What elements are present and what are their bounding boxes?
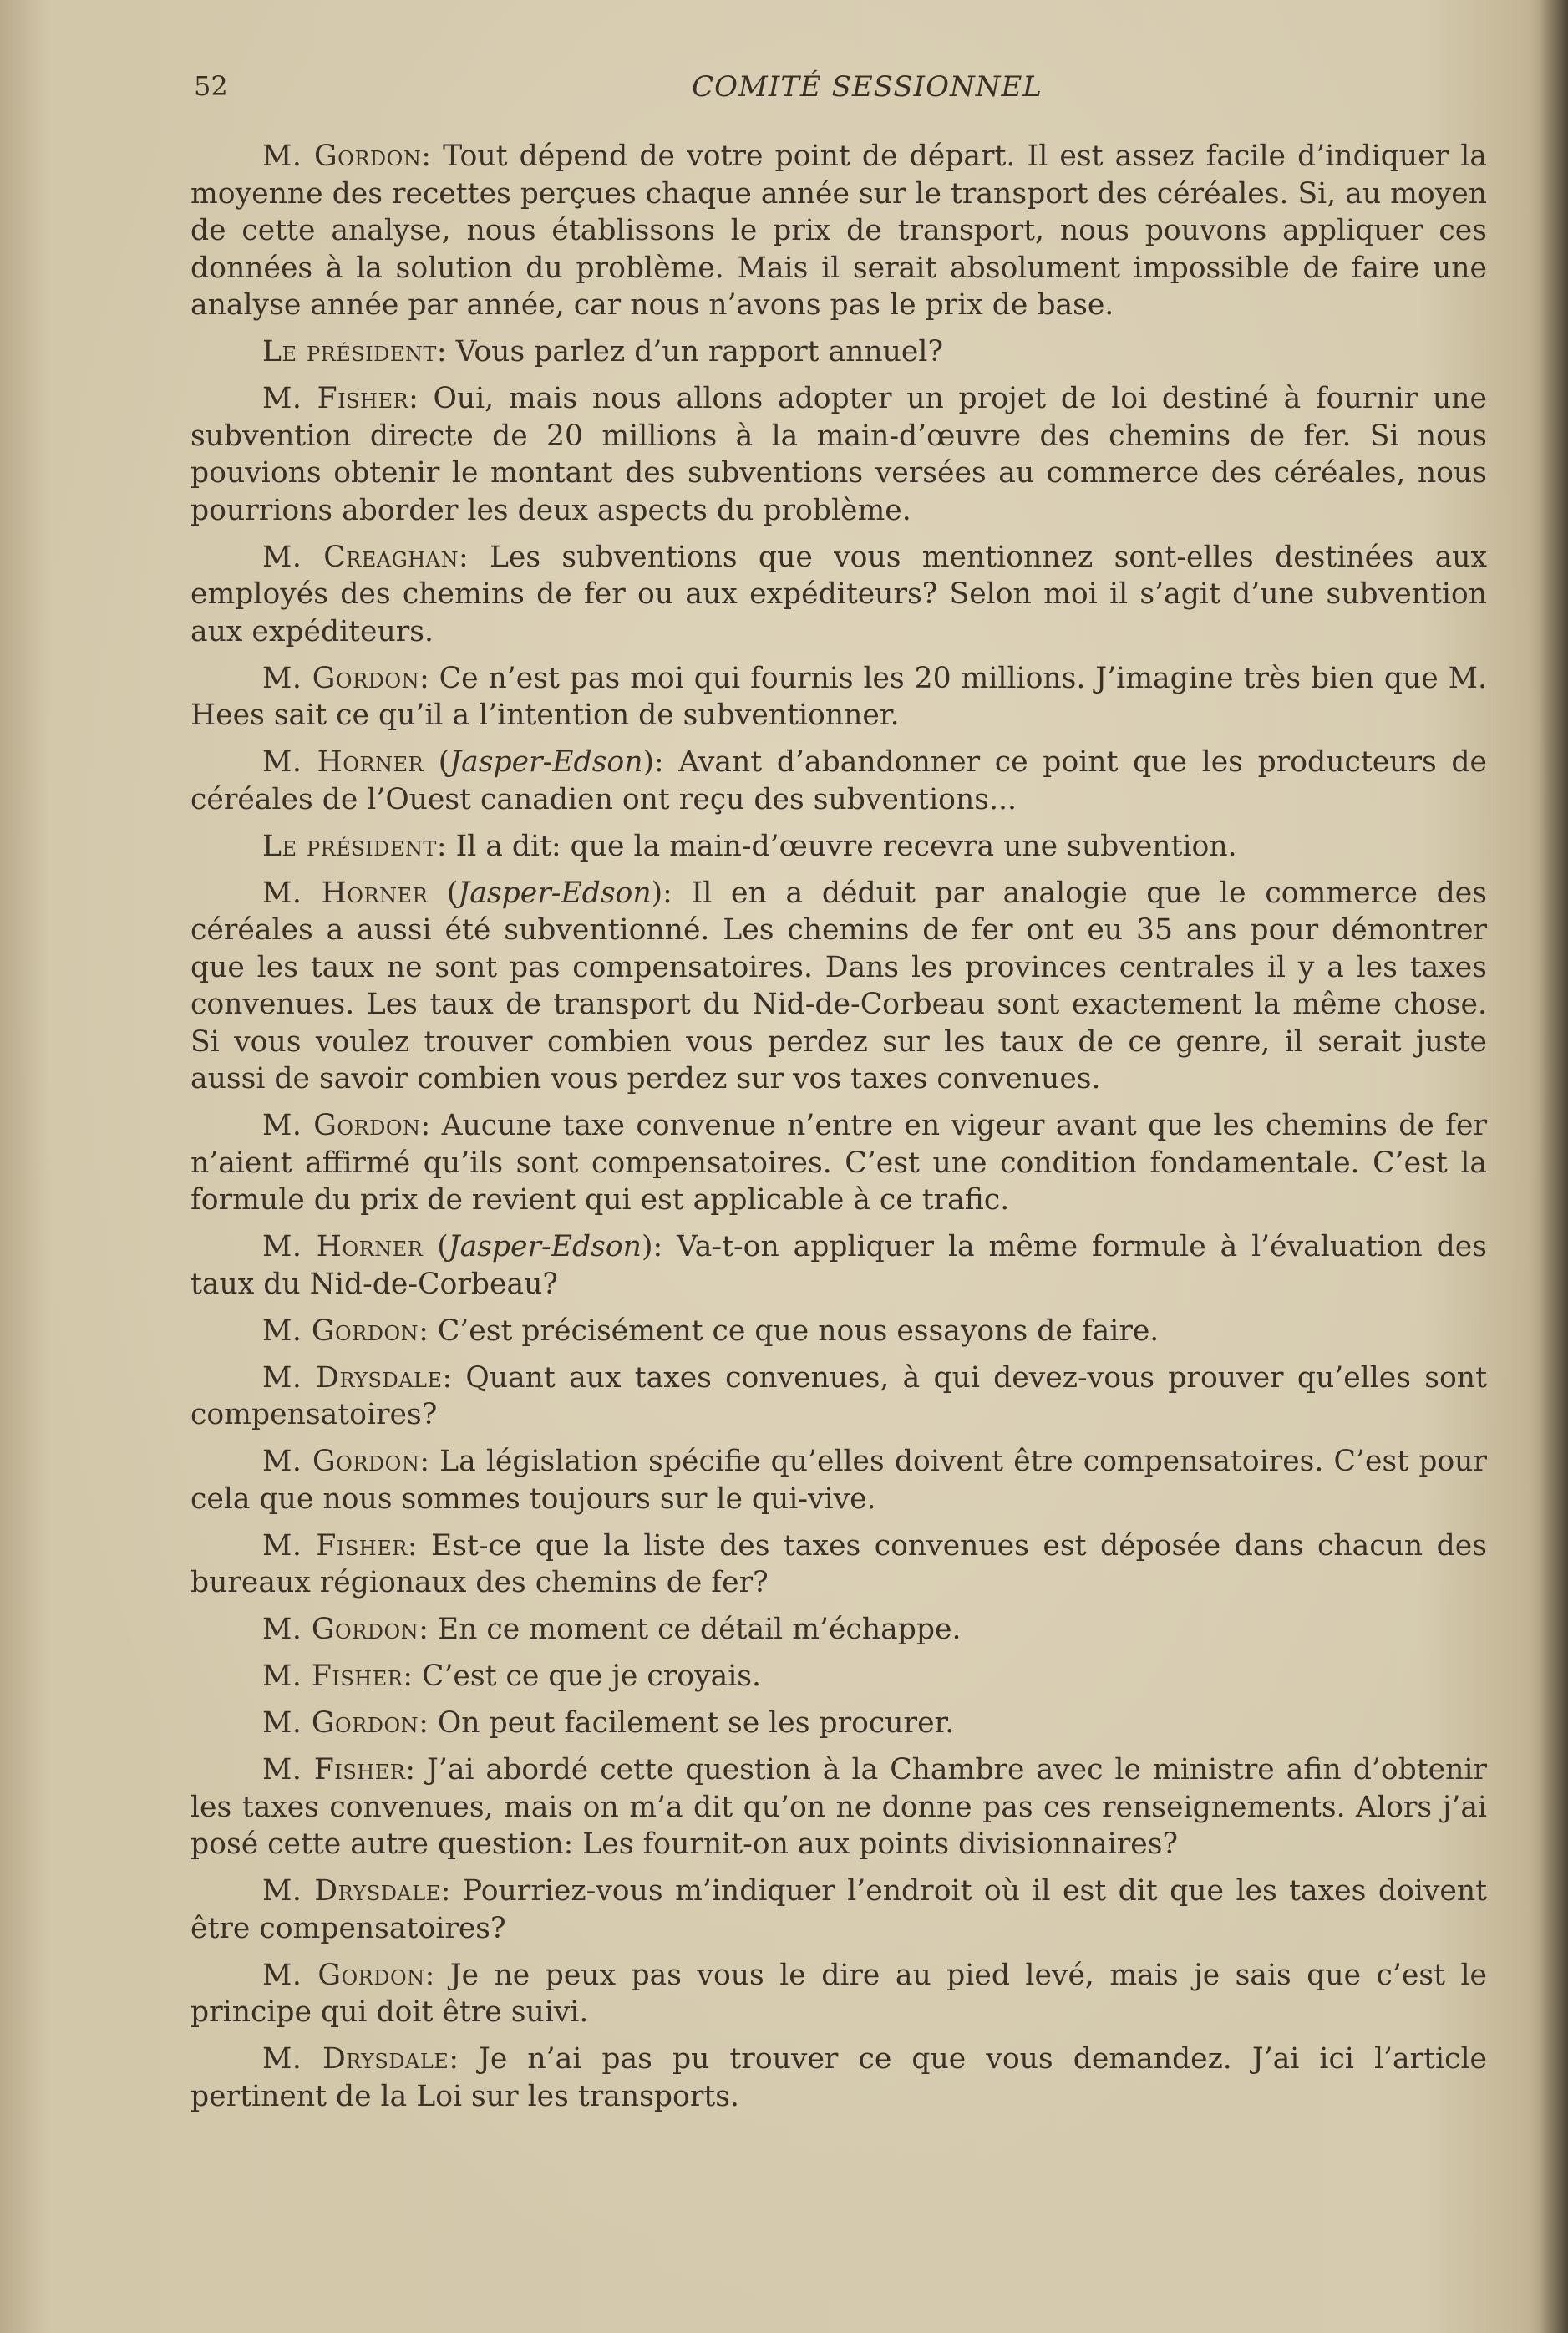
paragraph: M. Gordon: Aucune taxe convenue n’entre en vigeur avant que les chemins de fer n’aient affirmé qu’ils sont compensatoires. C’est une condition fondamentale. C’est la formule du prix de revient qui est applicable à ce trafic. xyxy=(190,1109,1487,1217)
paragraph: M. Gordon: Tout dépend de votre point de départ. Il est assez facile d’indiquer la moyenne des recettes perçues chaque année sur le transport des céréales. Si, au moyen de cette analyse, nous établissons le prix de transport, nous pouvons appliquer ces données à la solution du problème. Mais il serait absolument impossible de faire une analyse année par année, car nous n’avons pas le prix de base. xyxy=(190,140,1487,322)
paragraph: M. Fisher: J’ai abordé cette question à la Chambre avec le ministre afin d’obtenir les taxes convenues, mais on m’a dit qu’on ne donne pas ces renseignements. Alors j’ai posé cette autre question: Les fournit-on aux points divisionnaires? xyxy=(190,1753,1487,1861)
speaker-name: M. Gordon xyxy=(262,1109,421,1142)
speaker-name: M. Drysdale xyxy=(262,1874,441,1908)
paragraph-text: Il en a déduit par analogie que le commerce des céréales a aussi été subventionné. Les chemins de fer ont eu 35 ans pour démontrer que les taux ne sont pas compensatoires. Dans les provinces centrales il y a les taxes convenues. Les taux de transport du Nid-de-Corbeau sont exactement la même chose. Si vous voulez trouver combien vous perdez sur les taux de ce genre, il serait juste aussi de savoir combien vous perdez sur vos taxes convenues. xyxy=(190,876,1488,1095)
paragraph: M. Fisher: C’est ce que je croyais. xyxy=(262,1660,762,1693)
paragraph: Le président: Il a dit: que la main-d’œuvre recevra une subvention. xyxy=(262,829,1237,863)
speaker-name: M. Gordon xyxy=(262,1706,419,1740)
paragraph-text: Tout dépend de votre point de départ. Il est assez facile d’indiquer la moyenne des recettes perçues chaque année sur le transport des céréales. Si, au moyen de cette analyse, nous établissons le prix de transport, nous pouvons appliquer ces données à la solution du problème. Mais il serait absolument impossible de faire une analyse année par année, car nous n’avons pas le prix de base. xyxy=(190,140,1487,322)
speaker-name: M. Gordon xyxy=(262,1613,419,1646)
paragraph-text: C’est précisément ce que nous essayons de faire. xyxy=(437,1314,1160,1348)
paragraph-text: J’ai abordé cette question à la Chambre avec le ministre afin d’obtenir les taxes convenues, mais on m’a dit qu’on ne donne pas ces renseignements. Alors j’ai posé cette autre question: Les fournit-on aux points divisionnaires? xyxy=(190,1753,1487,1861)
paragraph-text: La législation spécifie qu’elles doivent être compensatoires. C’est pour cela que nous sommes toujours sur le qui-vive. xyxy=(190,1445,1487,1516)
speaker-name: M. Horner xyxy=(262,1230,424,1263)
paragraph: M. Fisher: Oui, mais nous allons adopter un projet de loi destiné à fournir une subvention directe de 20 millions à la main-d’œuvre des chemins de fer. Si nous pouvions obtenir le montant des subventions versées au commerce des céréales, nous pourrions aborder les deux aspects du problème. xyxy=(190,382,1487,527)
paragraph-text: Avant d’abandonner ce point que les producteurs de céréales de l’Ouest canadien ont reçu des subventions... xyxy=(190,745,1487,816)
paragraph-text: En ce moment ce détail m’échappe. xyxy=(437,1613,962,1646)
speaker-name: M. Creaghan xyxy=(262,540,459,574)
paragraph: M. Horner (Jasper-Edson): Avant d’abandonner ce point que les producteurs de céréales de l’Ouest canadien ont reçu des subventions... xyxy=(190,745,1487,816)
speaker-name: M. Fisher xyxy=(262,1660,403,1693)
transcript-body xyxy=(190,138,1487,2125)
speaker-name: M. Gordon xyxy=(262,661,420,695)
speaker-name: M. Gordon xyxy=(262,140,422,173)
speaker-riding: Jasper-Edson xyxy=(458,876,652,910)
speaker-name: M. Gordon xyxy=(262,1445,420,1478)
paragraph: M. Horner (Jasper-Edson): Va-t-on appliquer la même formule à l’évaluation des taux du Nid-de-Corbeau? xyxy=(190,1230,1487,1301)
paragraph-text: Est-ce que la liste des taxes convenues est déposée dans chacun des bureaux régionaux des chemins de fer? xyxy=(190,1528,1487,1599)
speaker-name: M. Drysdale xyxy=(262,1360,443,1395)
paragraph: M. Gordon: On peut facilement se les procurer. xyxy=(262,1706,955,1740)
paragraph: Le président: Vous parlez d’un rapport annuel? xyxy=(262,335,943,369)
paragraph-text: Les subventions que vous mentionnez sont-elles destinées aux employés des chemins de fer ou aux expéditeurs? Selon moi il s’agit d’une subvention aux expéditeurs. xyxy=(190,540,1487,648)
paragraph: M. Fisher: Est-ce que la liste des taxes convenues est déposée dans chacun des bureaux régionaux des chemins de fer? xyxy=(190,1528,1487,1599)
paragraph-text: Ce n’est pas moi qui fournis les 20 millions. J’imagine très bien que M. Hees sait ce qu’il a l’intention de subventionner. xyxy=(190,661,1487,732)
paragraph-text: Vous parlez d’un rapport annuel? xyxy=(455,335,943,369)
running-title: COMITÉ SESSIONNEL xyxy=(692,70,1043,104)
paragraph-text: Pourriez-vous m’indiquer l’endroit où il est dit que les taxes doivent être compensatoires? xyxy=(190,1874,1488,1945)
paragraph: M. Creaghan: Les subventions que vous mentionnez sont-elles destinées aux employés des chemins de fer ou aux expéditeurs? Selon moi il s’agit d’une subvention aux expéditeurs. xyxy=(190,540,1487,648)
paragraph: M. Gordon: Je ne peux pas vous le dire au pied levé, mais je sais que c’est le principe qui doit être suivi. xyxy=(190,1958,1487,2029)
speaker-name: Le président xyxy=(262,829,437,863)
speaker-name: M. Horner xyxy=(262,876,429,910)
paragraph-text: Je ne peux pas vous le dire au pied levé, mais je sais que c’est le principe qui doit être suivi. xyxy=(190,1958,1487,2029)
page-number: 52 xyxy=(194,70,228,102)
paragraph: M. Horner (Jasper-Edson): Il en a déduit par analogie que le commerce des céréales a aussi été subventionné. Les chemins de fer ont eu 35 ans pour démontrer que les taux ne sont pas compensatoires. Dans les provinces centrales il y a les taxes convenues. Les taux de transport du Nid-de-Corbeau sont exactement la même chose. Si vous voulez trouver combien vous perdez sur les taux de ce genre, il serait juste aussi de savoir combien vous perdez sur vos taxes convenues. xyxy=(190,876,1488,1095)
page-header xyxy=(194,70,1490,112)
speaker-name: M. Fisher xyxy=(262,1528,408,1563)
paragraph: M. Gordon: Ce n’est pas moi qui fournis les 20 millions. J’imagine très bien que M. Hees sait ce qu’il a l’intention de subventionner. xyxy=(190,661,1487,732)
speaker-name: M. Drysdale xyxy=(262,2042,449,2076)
paragraph-text: Aucune taxe convenue n’entre en vigeur avant que les chemins de fer n’aient affirmé qu’ils sont compensatoires. C’est une condition fondamentale. C’est la formule du prix de revient qui est applicable à ce trafic. xyxy=(190,1109,1487,1217)
speaker-name: M. Horner xyxy=(262,745,424,779)
paragraph-text: C’est ce que je croyais. xyxy=(421,1660,762,1693)
speaker-name: M. Fisher xyxy=(262,382,409,415)
paragraph-text: Il a dit: que la main-d’œuvre recevra une subvention. xyxy=(455,829,1237,863)
paragraph: M. Drysdale: Je n’ai pas pu trouver ce que vous demandez. J’ai ici l’article pertinent de la Loi sur les transports. xyxy=(190,2042,1487,2113)
speaker-name: Le président xyxy=(262,335,437,369)
speaker-riding: Jasper-Edson xyxy=(448,1230,642,1263)
page-edge-shadow xyxy=(1540,0,1568,2333)
speaker-name: M. Gordon xyxy=(262,1314,419,1348)
paragraph-text: Va-t-on appliquer la même formule à l’évaluation des taux du Nid-de-Corbeau? xyxy=(190,1230,1487,1301)
paragraph-text: On peut facilement se les procurer. xyxy=(437,1706,955,1740)
speaker-name: M. Fisher xyxy=(262,1753,406,1787)
paragraph: M. Drysdale: Pourriez-vous m’indiquer l’endroit où il est dit que les taxes doivent être compensatoires? xyxy=(190,1874,1488,1945)
paragraph-text: Oui, mais nous allons adopter un projet de loi destiné à fournir une subvention directe de 20 millions à la main-d’œuvre des chemins de fer. Si nous pouvions obtenir le montant des subventions versées au commerce des céréales, nous pourrions aborder les deux aspects du problème. xyxy=(190,382,1487,527)
paragraph: M. Gordon: C’est précisément ce que nous essayons de faire. xyxy=(262,1314,1160,1348)
paragraph: M. Gordon: La législation spécifie qu’elles doivent être compensatoires. C’est pour cela que nous sommes toujours sur le qui-vive. xyxy=(190,1445,1487,1516)
speaker-name: M. Gordon xyxy=(262,1958,425,1992)
paragraph: M. Drysdale: Quant aux taxes convenues, à qui devez-vous prouver qu’elles sont compensatoires? xyxy=(190,1360,1487,1431)
speaker-riding: Jasper-Edson xyxy=(449,745,643,779)
paragraph: M. Gordon: En ce moment ce détail m’échappe. xyxy=(262,1613,962,1646)
paragraph-text: Je n’ai pas pu trouver ce que vous demandez. J’ai ici l’article pertinent de la Loi sur les transports. xyxy=(190,2042,1487,2113)
paragraph-text: Quant aux taxes convenues, à qui devez-vous prouver qu’elles sont compensatoires? xyxy=(190,1360,1487,1431)
